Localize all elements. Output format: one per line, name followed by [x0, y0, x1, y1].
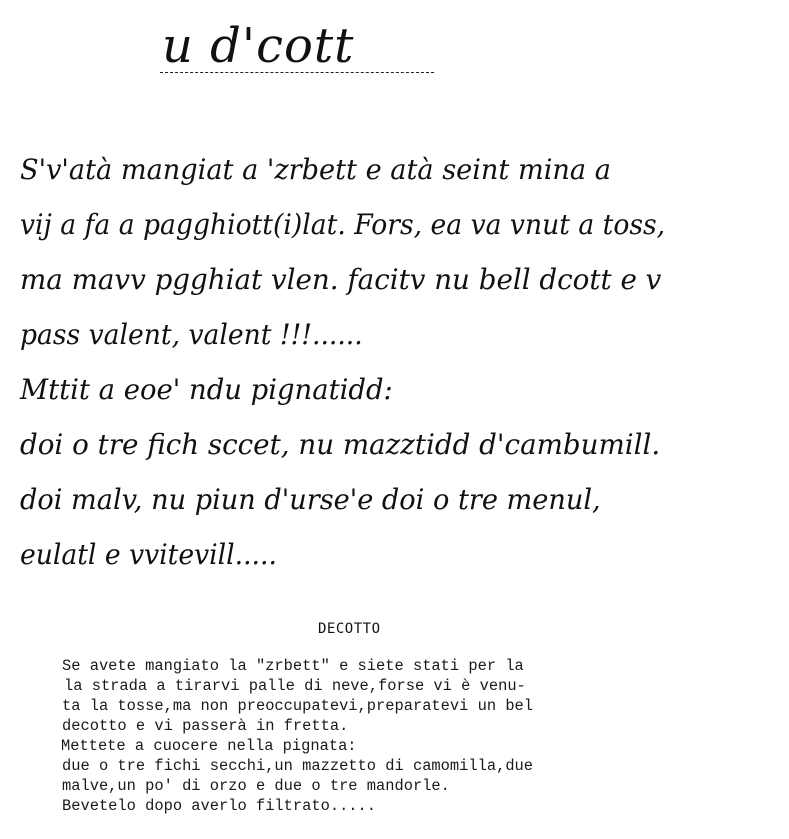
handwritten-line: doi o tre fich sccet, nu mazztidd d'cambumill.: [20, 428, 661, 461]
handwritten-line: Mttit a eoe' ndu pignatidd:: [20, 373, 393, 406]
title-underline: [160, 72, 434, 73]
typed-line: Mettete a cuocere nella pignata:: [61, 737, 357, 755]
typed-line: malve,un po' di orzo e due o tre mandorle.: [62, 777, 450, 795]
handwritten-line: pass valent, valent !!!......: [20, 318, 363, 351]
handwritten-line: S'v'atà mangiat a 'zrbett e atà seint mina a: [20, 153, 611, 186]
typed-line: ta la tosse,ma non preoccupatevi,preparatevi un bel: [62, 697, 534, 715]
typed-heading: DECOTTO: [318, 621, 381, 637]
handwritten-poem: [20, 142, 780, 582]
handwritten-line: ma mavv pgghiat vlen. facitv nu bell dcott e v: [20, 263, 662, 296]
typed-line: due o tre fichi secchi,un mazzetto di camomilla,due: [62, 757, 534, 775]
handwritten-line: eulatl e vvitevill.....: [20, 538, 277, 571]
typed-line: la strada a tirarvi palle di neve,forse vi è venu-: [64, 677, 526, 695]
typed-line: decotto e vi passerà in fretta.: [62, 717, 349, 735]
handwritten-line: doi malv, nu piun d'urse'e doi o tre menul,: [20, 483, 601, 516]
typed-line: Bevetelo dopo averlo filtrato.....: [62, 797, 377, 815]
typed-translation: [62, 656, 662, 816]
handwritten-title: u d'cott: [162, 18, 355, 74]
handwritten-line: vij a fa a pagghiott(i)lat. Fors, ea va vnut a toss,: [20, 208, 666, 241]
typed-line: Se avete mangiato la "zrbett" e siete stati per la: [62, 657, 524, 675]
